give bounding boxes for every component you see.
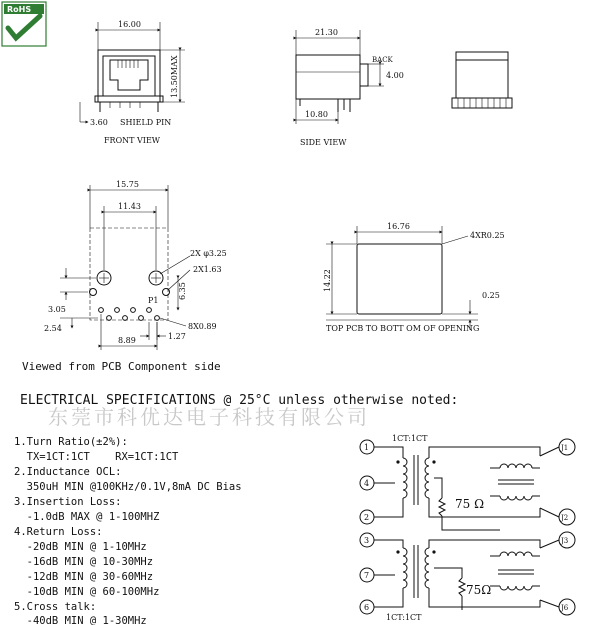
specs-heading: ELECTRICAL SPECIFICATIONS @ 25°C unless otherwise noted: bbox=[20, 393, 459, 408]
resistor-label: 75 Ω bbox=[455, 497, 485, 511]
pcb-dim-inner: 11.43 bbox=[118, 202, 141, 211]
panel-cutout-view bbox=[323, 222, 505, 333]
panel-caption: TOP PCB TO BOTT OM OF OPENING bbox=[326, 324, 480, 333]
spec-line: TX=1CT:1CT RX=1CT:1CT bbox=[14, 451, 179, 463]
pcb-view-caption: Viewed from PCB Component side bbox=[22, 360, 221, 373]
spec-line: 4.Return Loss: bbox=[14, 526, 103, 538]
spec-line: 350uH MIN @100KHz/0.1V,8mA DC Bias bbox=[14, 481, 242, 493]
pin-label-right: J2 bbox=[561, 514, 569, 522]
side-dim-back: 4.00 bbox=[386, 71, 404, 80]
pcb-dim-pins: 8X0.89 bbox=[188, 322, 217, 331]
pin-label-right: J3 bbox=[561, 537, 569, 545]
pin-label-left: 2 bbox=[364, 513, 370, 522]
spec-line: 1.Turn Ratio(±2%): bbox=[14, 436, 128, 448]
pcb-dim-635: 6.35 bbox=[178, 282, 187, 300]
spec-line: -16dB MIN @ 10-30MHz bbox=[14, 556, 154, 568]
resistor-label: 75Ω bbox=[466, 583, 492, 597]
spec-line: -10dB MIN @ 60-100MHz bbox=[14, 586, 160, 598]
front-view-caption: FRONT VIEW bbox=[104, 136, 161, 145]
pcb-dim-305: 3.05 bbox=[48, 305, 66, 314]
panel-dim-height: 14.22 bbox=[323, 269, 332, 292]
spec-line: -40dB MIN @ 1-30MHz bbox=[14, 615, 147, 625]
ratio-top: 1CT:1CT bbox=[392, 434, 428, 443]
pcb-footprint bbox=[22, 180, 227, 373]
panel-radius: 4XR0.25 bbox=[470, 231, 505, 240]
spec-line: 5.Cross talk: bbox=[14, 601, 97, 613]
side-dim-bottom: 10.80 bbox=[305, 110, 328, 119]
electrical-specs bbox=[14, 393, 458, 625]
pin-label-left: 4 bbox=[364, 479, 370, 488]
spec-line: -1.0dB MAX @ 1-100MHZ bbox=[14, 511, 160, 523]
front-view bbox=[80, 20, 185, 145]
front-dim-height: 13.50MAX bbox=[170, 55, 179, 98]
ratio-bottom: 1CT:1CT bbox=[386, 613, 422, 622]
pcb-hole-large: 2X φ3.25 bbox=[190, 249, 227, 258]
pcb-dim-889: 8.89 bbox=[118, 336, 136, 345]
transformer-schematic bbox=[360, 434, 575, 622]
spec-line: -20dB MIN @ 1-10MHz bbox=[14, 541, 147, 553]
pin-label-left: 3 bbox=[364, 536, 370, 545]
pin-label-right: J6 bbox=[561, 604, 569, 612]
front-dim-width: 16.00 bbox=[118, 20, 141, 29]
rohs-text: RoHS bbox=[7, 5, 32, 14]
side-view-caption: SIDE VIEW bbox=[300, 138, 347, 147]
pcb-dim-127: 1.27 bbox=[168, 332, 186, 341]
pcb-dim-254: 2.54 bbox=[44, 324, 62, 333]
pcb-dim-outer: 15.75 bbox=[116, 180, 139, 189]
front-shield-label: SHIELD PIN bbox=[120, 118, 172, 127]
side-dim-length: 21.30 bbox=[315, 28, 338, 37]
rear-view bbox=[452, 52, 512, 108]
front-dim-shield: 3.60 bbox=[90, 118, 108, 127]
side-back-label: BACK bbox=[372, 56, 393, 64]
spec-line: 2.Inductance OCL: bbox=[14, 466, 122, 478]
side-view bbox=[296, 28, 404, 147]
pcb-hole-small: 2X1.63 bbox=[193, 265, 222, 274]
panel-dim-025: 0.25 bbox=[482, 291, 500, 300]
company-watermark: 东莞市科优达电子科技有限公司 bbox=[48, 405, 370, 429]
pin-label-left: 6 bbox=[364, 603, 370, 612]
pin-label-right: J1 bbox=[561, 444, 569, 452]
panel-dim-width: 16.76 bbox=[387, 222, 410, 231]
pcb-label-p1: P1 bbox=[148, 296, 159, 305]
spec-line: -12dB MIN @ 30-60MHz bbox=[14, 571, 154, 583]
spec-line: 3.Insertion Loss: bbox=[14, 496, 122, 508]
rohs-logo bbox=[2, 2, 46, 46]
pin-label-left: 1 bbox=[364, 443, 370, 452]
pin-label-left: 7 bbox=[364, 571, 370, 580]
